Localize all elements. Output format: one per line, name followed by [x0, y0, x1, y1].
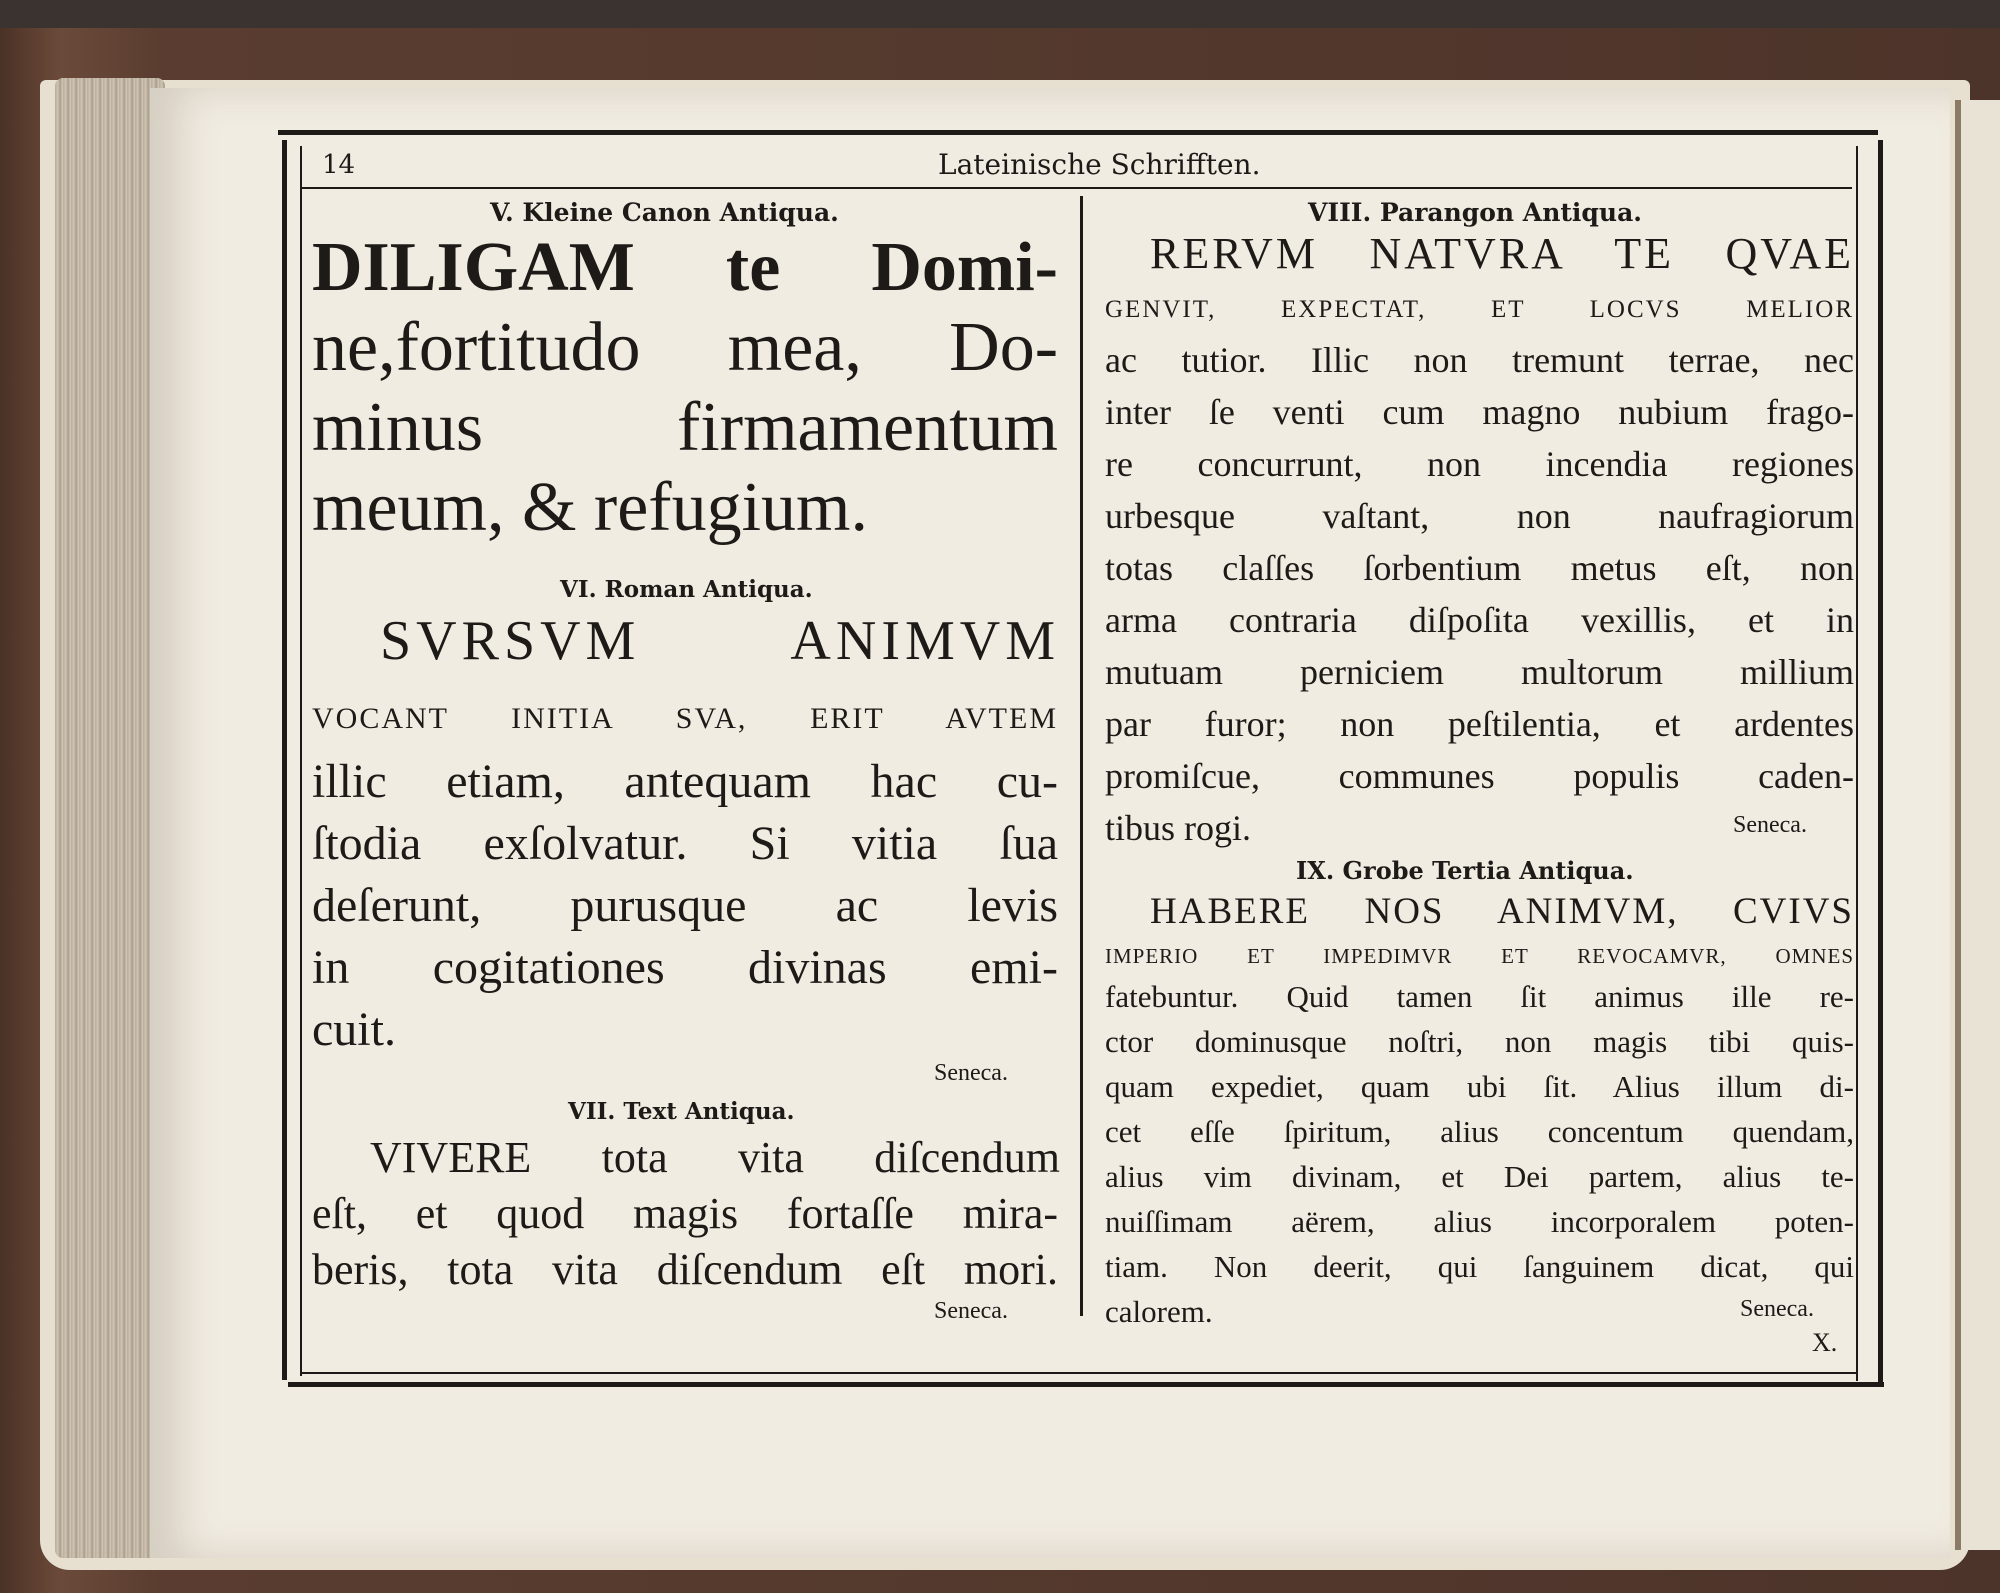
text-line: ſtodia exſolvatur. Si vitia ſua: [312, 817, 1058, 870]
section-heading-ix: IX. Grobe Tertia Antiqua.: [1296, 856, 1634, 885]
text-line: quam expediet, quam ubi ſit. Alius illum di-: [1105, 1069, 1854, 1104]
facing-page-edge: [1955, 100, 2000, 1550]
text-line: par furor; non peſtilentia, et ardentes: [1105, 704, 1854, 744]
frame-right-inner-rule: [1856, 146, 1858, 1381]
text-line: calorem.: [1105, 1294, 1213, 1329]
text-line: inter ſe venti cum magno nubium frago-: [1105, 392, 1854, 432]
text-line: arma contraria diſpoſita vexillis, et in: [1105, 600, 1854, 640]
source-attribution: Seneca.: [934, 1060, 1008, 1086]
text-line: IMPERIO ET IMPEDIMVR ET REVOCAMVR, OMNES: [1105, 944, 1854, 968]
text-line: urbesque vaſtant, non naufragiorum: [1105, 496, 1854, 536]
source-attribution: Seneca.: [1740, 1296, 1814, 1322]
text-line: fatebuntur. Quid tamen ſit animus ille re-: [1105, 979, 1854, 1014]
text-line: ctor dominusque noſtri, non magis tibi quis-: [1105, 1024, 1854, 1059]
text-line: cet eſſe ſpiritum, alius concentum quendam,: [1105, 1114, 1854, 1149]
text-line: DILIGAM te Domi-: [312, 229, 1058, 306]
text-line: alius vim divinam, et Dei partem, alius te-: [1105, 1159, 1854, 1194]
text-line: deſerunt, purusque ac levis: [312, 879, 1058, 932]
frame-bottom-rule: [288, 1382, 1884, 1387]
column-divider: [1080, 196, 1083, 1316]
text-line: tibus rogi.: [1105, 808, 1252, 848]
source-attribution: Seneca.: [934, 1298, 1008, 1324]
frame-right-rule: [1878, 140, 1883, 1385]
text-line: ne,fortitudo mea, Do-: [312, 309, 1058, 386]
section-heading-v: V. Kleine Canon Antiqua.: [490, 198, 839, 227]
text-line: HABERE NOS ANIMVM, CVIVS: [1150, 891, 1854, 932]
text-line: VOCANT INITIA SVA, ERIT AVTEM: [312, 702, 1058, 735]
catchword: X.: [1812, 1328, 1838, 1357]
text-line: eſt, et quod magis fortaſſe mira-: [312, 1189, 1058, 1238]
frame-left-rule: [282, 140, 287, 1380]
text-line: RERVM NATVRA TE QVAE: [1150, 229, 1854, 278]
page-edges: [55, 78, 165, 1558]
text-line: promiſcue, communes populis caden-: [1105, 756, 1854, 796]
text-line: in cogitationes divinas emi-: [312, 941, 1058, 994]
text-line: cuit.: [312, 1003, 396, 1056]
text-line: tiam. Non deerit, qui ſanguinem dicat, qui: [1105, 1249, 1854, 1284]
text-line: beris, tota vita diſcendum eſt mori.: [312, 1245, 1058, 1294]
frame-left-inner-rule: [300, 146, 302, 1376]
text-line: ac tutior. Illic non tremunt terrae, nec: [1105, 340, 1854, 380]
running-title: Lateinische Schrifften.: [938, 148, 1261, 181]
section-heading-viii: VIII. Parangon Antiqua.: [1308, 198, 1642, 227]
text-line: GENVIT, EXPECTAT, ET LOCVS MELIOR: [1105, 296, 1854, 323]
frame-bottom-inner-rule: [300, 1372, 1856, 1374]
section-heading-vii: VII. Text Antiqua.: [568, 1098, 795, 1125]
frame-top-rule: [278, 130, 1878, 135]
text-line: illic etiam, antequam hac cu-: [312, 755, 1058, 808]
text-line: VIVERE tota vita diſcendum: [370, 1133, 1060, 1182]
text-line: SVRSVM ANIMVM: [380, 610, 1060, 672]
text-line: meum, & refugium.: [312, 469, 869, 546]
text-line: mutuam perniciem multorum millium: [1105, 652, 1854, 692]
text-line: nuiſſimam aërem, alius incorporalem poten-: [1105, 1204, 1854, 1239]
source-attribution: Seneca.: [1733, 812, 1807, 838]
text-line: minus firmamentum: [312, 389, 1058, 466]
frame-header-rule: [302, 187, 1852, 189]
text-line: re concurrunt, non incendia regiones: [1105, 444, 1854, 484]
text-line: totas claſſes ſorbentium metus eſt, non: [1105, 548, 1854, 588]
section-heading-vi: VI. Roman Antiqua.: [560, 576, 813, 603]
page-number: 14: [322, 150, 356, 180]
